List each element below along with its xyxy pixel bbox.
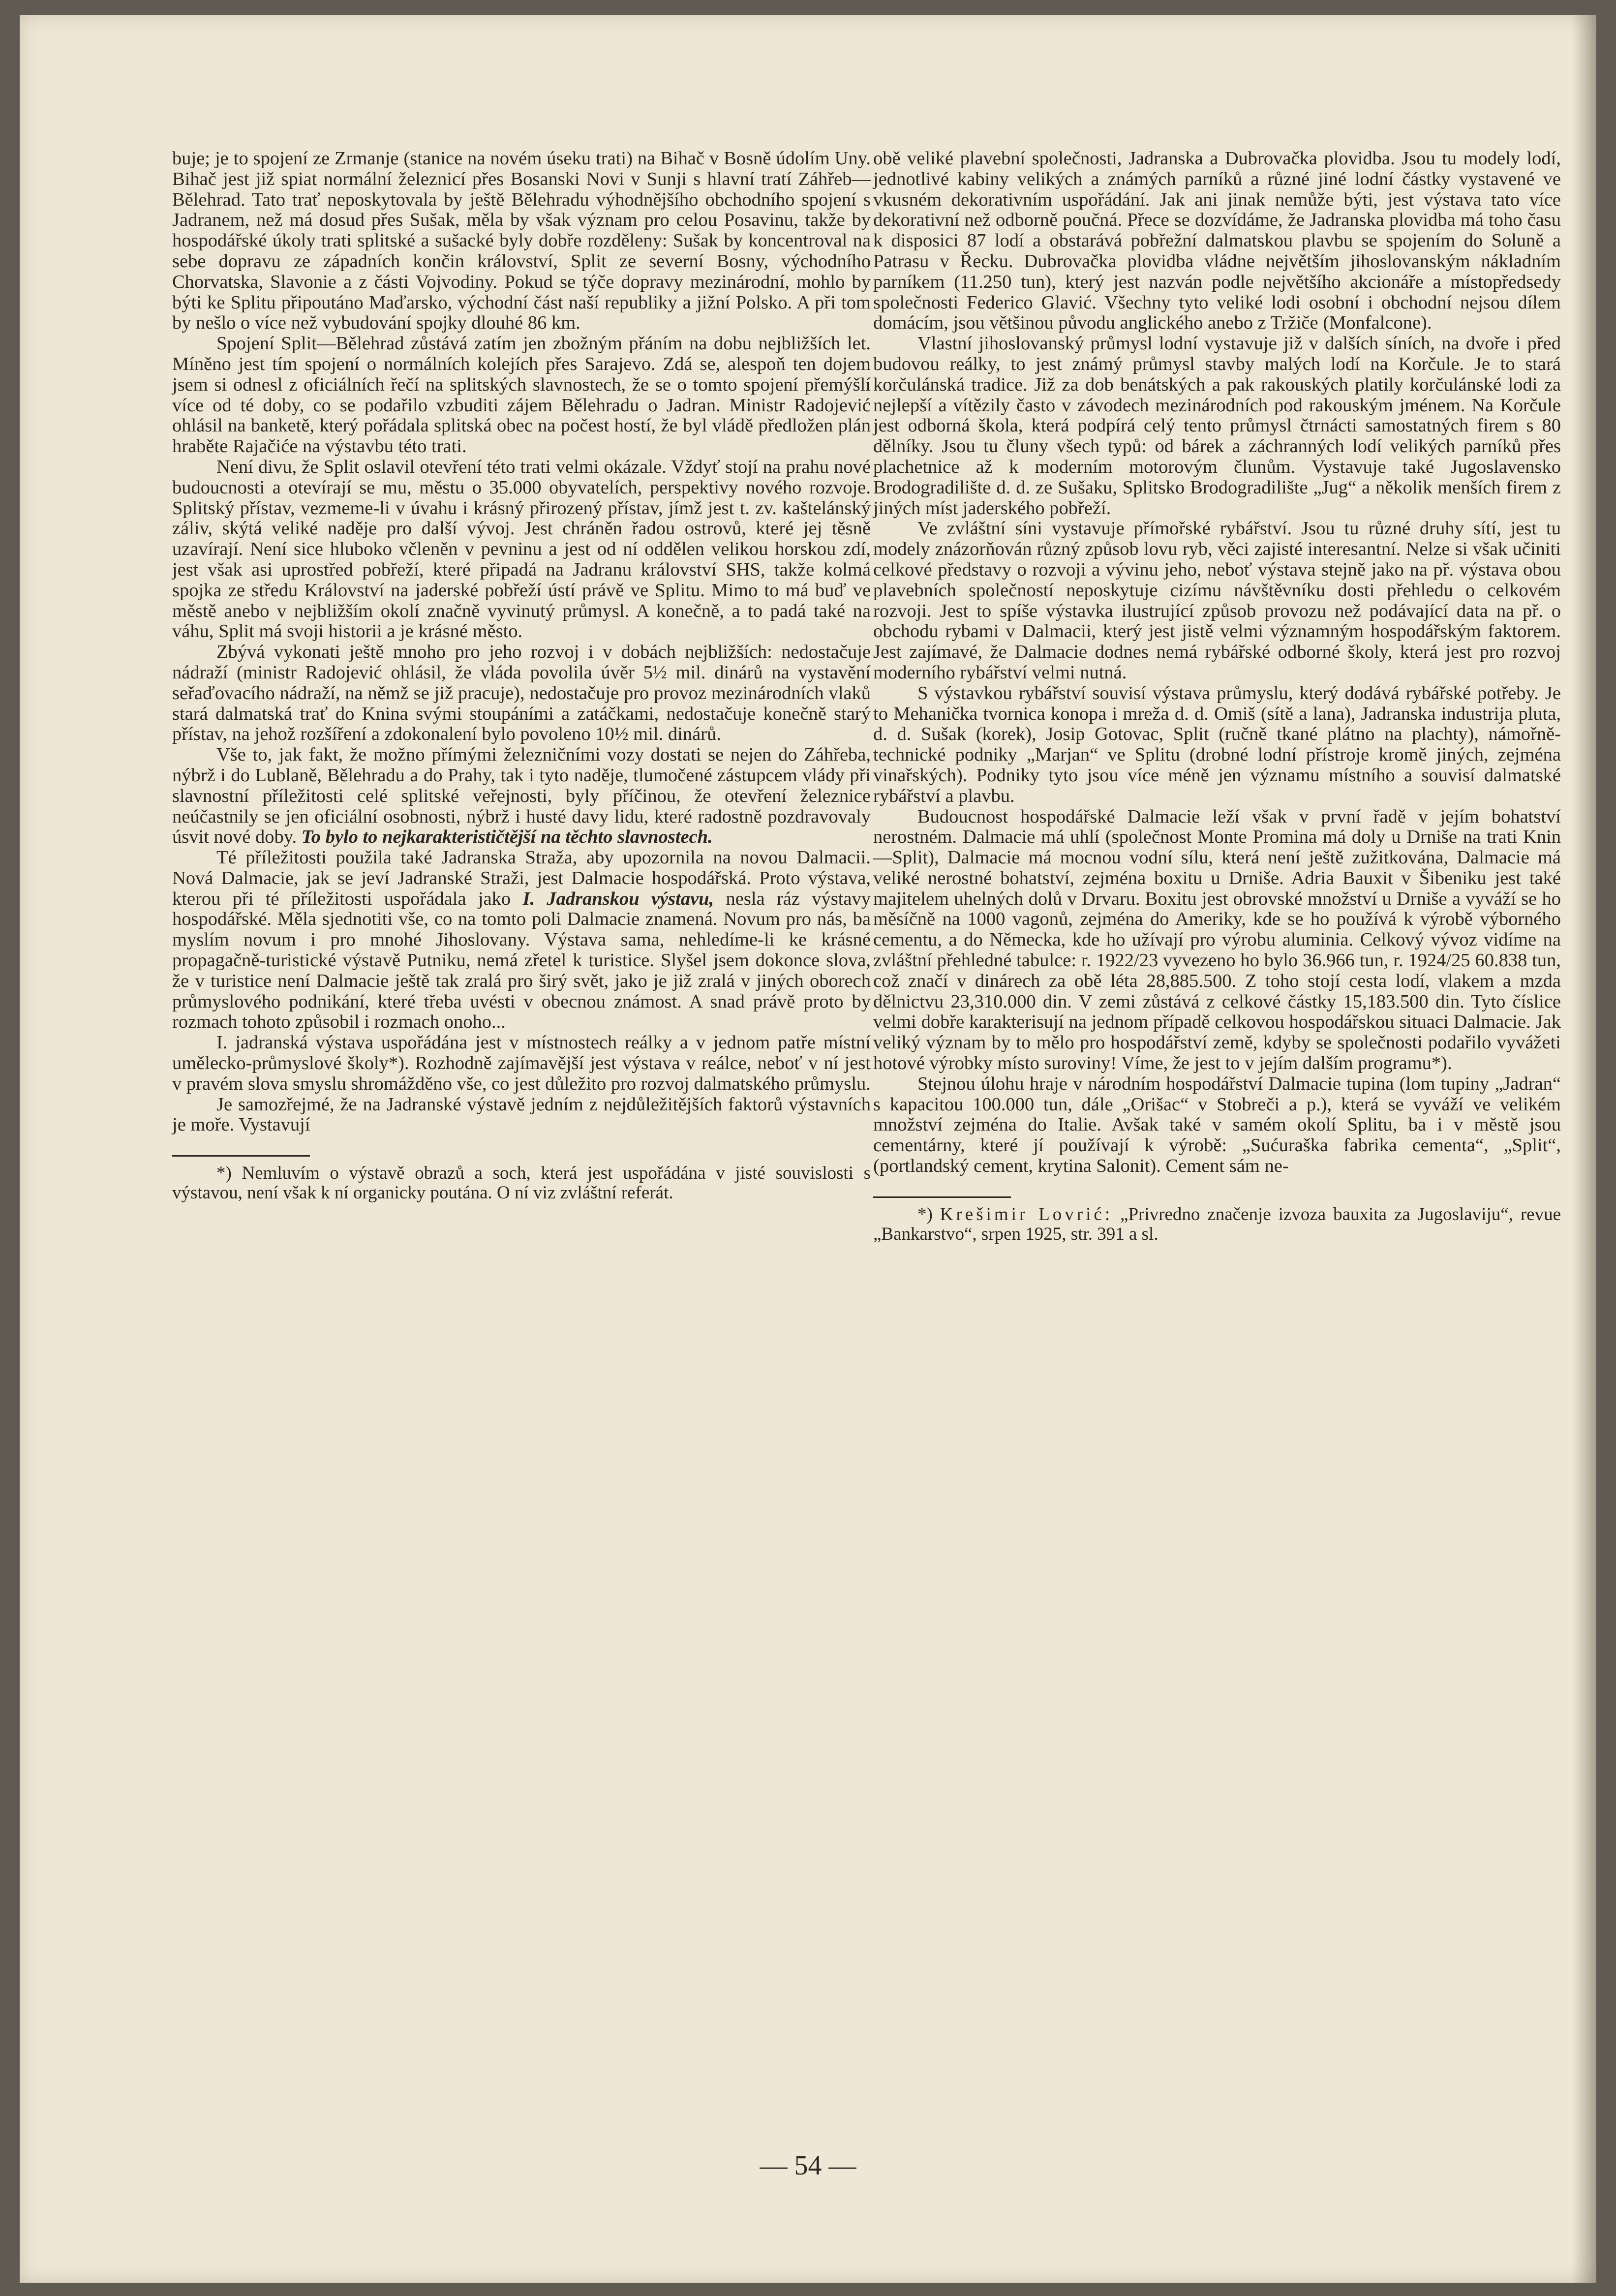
- emphasis-text: To bylo to nejkarakterističtější na těchto slavnostech.: [301, 827, 713, 848]
- page-edge-shadow: [1572, 15, 1596, 2283]
- left-paragraph-5-text: Vše to, jak fakt, že možno přímými železničními vozy dostati se nejen do Záhřeba, nýbrž i do Lublaně, Bělehradu a do Prahy, tak i tyto naděje, tlumočené zástupcem vlády při slavnostní příležitosti celé splitské veřejnosti, byly příčinou, že otevření železnice neúčastnily se jen oficiální osobnosti, nýbrž i husté davy lidu, které radostně pozdravovaly úsvit nové doby.: [172, 744, 871, 848]
- right-paragraph-3: Ve zvláštní síni vystavuje přímořské rybářství. Jsou tu různé druhy sítí, jest tu modely znázorňován různý způsob lovu ryb, věci zajisté interesantní. Nelze si však učiniti celkové představy o rozvoji a vývinu jeho, neboť výstava stejně jako na př. výstava obou plavebních společností neposkytuje cizímu návštěvníku dosti přehledu o celkovém rozvoji. Jest to spíše výstavka ilustrující způsob provozu než podávající data na př. o obchodu rybami v Dalmacii, který jest jistě velmi významným hospodářským faktorem. Jest zajímavé, že Dalmacie dodnes nemá rybářské odborné školy, která jest pro rozvoj moderního rybářství velmi nutná.: [873, 518, 1561, 683]
- footnote-text: „Privredno značenje izvoza bauxita za Jugoslaviju“, revue „Bankarstvo“, srpen 1925, str. 391 a sl.: [873, 1204, 1561, 1244]
- footnote-divider: [172, 1155, 310, 1157]
- left-paragraph-2: Spojení Split—Bělehrad zůstává zatím jen zbožným přáním na dobu nejbližších let. Míněno jest tím spojení o normálních kolejích přes Sarajevo. Zdá se, alespoň ten dojem jsem si odnesl z oficiálních řečí na splitských slavnostech, že se o tomto spojení přemýšlí více od té doby, co se podařilo vzbuditi zájem Bělehradu o Jadran. Ministr Radojević ohlásil na banketě, který pořádala splitská obec na počest hostí, že byl vládě předložen plán hraběte Rajačiće na výstavbu této trati.: [172, 333, 871, 457]
- left-column: [172, 149, 871, 1203]
- footnote-marker: *): [917, 1204, 933, 1225]
- right-paragraph-2: Vlastní jihoslovanský průmysl lodní vystavuje již v dalších síních, na dvoře i před budovou reálky, to jest známý průmysl stavby malých lodí na Korčule. Je to stará korčulánská tradice. Již za dob benátských a pak rakouských platily korčulánské lodi za nejlepší a vítězily často v závodech mezinárodních pod rakouským jménem. Na Korčule jest odborná škola, která podpírá celý tento průmysl čtrnácti samostatných firem s 80 dělníky. Jsou tu čluny všech typů: od bárek a záchranných lodí velikých parníků přes plachetnice až k moderním motorovým člunům. Vystavuje také Jugoslavensko Brodogradilište d. d. ze Sušaku, Splitsko Brodogradilište „Jug“ a několik menších firem z jiných míst jaderského pobřeží.: [873, 333, 1561, 519]
- left-footnote: [172, 1163, 871, 1203]
- left-paragraph-1: buje; je to spojení ze Zrmanje (stanice na novém úseku trati) na Bihač v Bosně údolím Uny. Bihač jest již spiat normální železnicí přes Bosanski Novi v Sunji s hlavní tratí Záhřeb—Bělehrad. Tato trať neposkytovala by ještě Bělehradu výhodnějšího obchodního spojení s Jadranem, než má dosud přes Sušak, měla by však význam pro celou Posavinu, takže by hospodářské úkoly trati splitské a sušacké byly dobře rozděleny: Sušak by koncentroval na sebe dopravu ze západních končin království, Split ze severní Bosny, východního Chorvatska, Slavonie a z části Vojvodiny. Pokud se týče dopravy mezinárodní, mohlo by býti ke Splitu připoutáno Maďarsko, východní část naší republiky a jižní Polsko. A při tom by nešlo o více než vybudování spojky dlouhé 86 km.: [172, 148, 871, 334]
- right-column: [873, 149, 1561, 1244]
- footnote-text: Nemluvím o výstavě obrazů a soch, která jest uspořádána v jisté souvislosti s výstavou, není však k ní organicky poutána. O ní viz zvláštní referát.: [172, 1163, 871, 1203]
- right-paragraph-5: Budoucnost hospodářské Dalmacie leží však v první řadě v jejím bohatství nerostném. Dalmacie má uhlí (společnost Monte Promina má doly u Drniše na trati Knin—Split), Dalmacie má mocnou vodní sílu, která není ještě zužitkována, Dalmacie má veliké nerostné bohatství, zejména boxitu u Drniše. Adria Bauxit v Šibeniku jest také majitelem uhelných dolů v Drvaru. Boxitu jest obrovské množství u Drniše a vyváží se ho měsíčně na 1000 vagonů, zejména do Ameriky, kde se ho používá k výrobě výborného cementu, a do Německa, kde ho užívají pro výrobu aluminia. Celkový vývoz vidíme na zvláštní přehledné tabulce: r. 1922/23 vyvezeno ho bylo 36.966 tun, r. 1924/25 60.838 tun, což značí v dinárech za obě léta 28,885.500. Z toho stojí cesta lodí, vlakem a mzda dělnictvu 23,310.000 din. V zemi zůstává z celkové částky 15,183.500 din. Tyto číslice velmi dobře karakterisují na jednom případě celkovou hospodářskou situaci Dalmacie. Jak veliký význam by to mělo pro hospodářství země, kdyby se společnosti podařilo vyvážeti hotové výrobky místo suroviny! Víme, že jest to v jejím dalším programu*).: [873, 806, 1561, 1074]
- right-paragraph-6: Stejnou úlohu hraje v národním hospodářství Dalmacie tupina (lom tupiny „Jadran“ s kapacitou 100.000 tun, dále „Orišac“ v Stobreči a p.), která se vyváží ve velikém množství zejména do Italie. Avšak také v samém okolí Splitu, ba i v městě jsou cementárny, které jí používají k výrobě: „Sućuraška fabrika cementa“, „Split“, (portlandský cement, krytina Salonit). Cement sám ne-: [873, 1073, 1561, 1177]
- left-paragraph-4: Zbývá vykonati ještě mnoho pro jeho rozvoj i v dobách nejbližších: nedostačuje nádraží (ministr Radojević ohlásil, že vláda povolila úvěr 5½ mil. dinárů na vystavění seřaďovacího nádraží, na němž se již pracuje), nedostačuje pro provoz mezinárodních vlaků stará dalmatská trať do Knina svými stoupáními a zatáčkami, nedostačuje konečně starý přístav, na jehož rozšíření a zdokonalení bylo povoleno 10½ mil. dinárů.: [172, 642, 871, 745]
- footnote-author: Krešimir Lovrić:: [940, 1204, 1113, 1225]
- footnote-divider: [873, 1196, 1011, 1198]
- right-paragraph-4: S výstavkou rybářství souvisí výstava průmyslu, který dodává rybářské potřeby. Je to Mehanička tvornica konopa i mreža d. d. Omiš (sítě a lana), Jadranska industrija pluta, d. d. Sušak (korek), Josip Gotovac, Split (ručně tkané plátno na plachty), námořně-technické podniky „Marjan“ ve Splitu (drobné lodní přístroje kromě jiných, zejména vinařských). Podniky tyto jsou více méně jen významu místního a souvisí dalmatské rybářství a plavbu.: [873, 682, 1561, 806]
- left-paragraph-7: I. jadranská výstava uspořádána jest v místnostech reálky a v jednom patře místní umělecko-průmyslové školy*). Rozhodně zajímavější jest výstava v reálce, neboť v ní jest v pravém slova smyslu shromážděno vše, co jest důležito pro rozvoj dalmatského průmyslu.: [172, 1032, 871, 1094]
- left-paragraph-8: Je samozřejmé, že na Jadranské výstavě jedním z nejdůležitějších faktorů výstavních je moře. Vystavují: [172, 1094, 871, 1135]
- left-paragraph-6-rest: nesla ráz výstavy hospodářské. Měla sjednotiti vše, co na tomto poli Dalmacie znamená. Novum pro nás, ba myslím novum i pro mnohé Jihoslovany. Výstava sama, nehledíme-li ke krásné propagačně-turistické výstavě Putniku, nemá zřetel k turistice. Slyšel jsem dokonce slova, že v turistice není Dalmacie ještě tak zralá pro širý svět, jako je již zralá v jiných oborech průmyslového podnikání, které třeba uvésti v obecnou známost. A snad právě proto by rozmach tohoto způsobil i rozmach onoho...: [172, 888, 871, 1033]
- left-paragraph-6: [172, 848, 871, 1033]
- exhibition-name: I. Jadranskou výstavu,: [522, 888, 714, 909]
- right-paragraph-1: obě veliké plavební společnosti, Jadranska a Dubrovačka plovidba. Jsou tu modely lodí, jednotlivé kabiny velikých a známých parníků a různé jiné lodní částky vystavené ve vkusném dekorativním uspořádání. Jak ani jinak nemůže býti, jest výstava tato více dekorativní než odborně poučná. Přece se dozvídáme, že Jadranska plovidba má toho času k disposici 87 lodí a obstarává pobřežní dalmatskou plavbu se spojením do Soluně a Patrasu v Řecku. Dubrovačka plovidba vládne největším jihoslovanským nákladním parníkem (11.250 tun), který jest nazván podle největšího akcionáře a místopředsedy společnosti Federico Glavić. Všechny tyto veliké lodi osobní i obchodní nejsou dílem domácím, jsou většinou původu anglického anebo z Tržiče (Monfalcone).: [873, 148, 1561, 334]
- right-footnote: [873, 1205, 1561, 1244]
- left-paragraph-6-text: Té příležitosti použila také Jadranska Straža, aby upozornila na novou Dalmacii. Nová Dalmacie, jak se jeví Jadranské Straži, jest Dalmacie hospodářská. Proto výstava, kterou při té příležitosti uspořádala jako: [172, 847, 871, 909]
- page-number: — 54 —: [760, 2150, 856, 2181]
- left-paragraph-5: [172, 745, 871, 848]
- footnote-marker: *): [216, 1163, 232, 1184]
- left-paragraph-3: Není divu, že Split oslavil otevření této trati velmi okázale. Vždyť stojí na prahu nové budoucnosti a otevírají se mu, městu o 35.000 obyvatelích, perspektivy nového rozvoje. Splitský přístav, vezmeme-li v úvahu i krásný přirozený přístav, jímž jest t. zv. kaštelánský záliv, skýtá veliké naděje pro další vývoj. Jest chráněn řadou ostrovů, které jej těsně uzavírají. Není sice hluboko včleněn v pevninu a jest od ní oddělen velikou horskou zdí, jest však asi uprostřed pobřeží, které připadá na Jadranu království SHS, takže kolmá spojka ze středu Království na jaderské pobřeží ústí právě ve Splitu. Mimo to má buď ve městě anebo v nejbližším okolí značně vyvinutý průmysl. A konečně, a to padá také na váhu, Split má svoji historii a je krásné město.: [172, 456, 871, 642]
- scanned-page: [20, 15, 1596, 2283]
